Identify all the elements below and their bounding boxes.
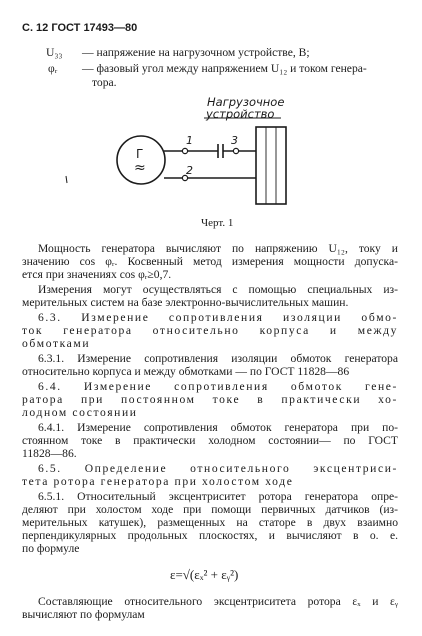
load-label-line1: Нагрузочное (207, 95, 285, 109)
p2-line1: Измерения могут осуществляться с помощью специальных из- (38, 283, 398, 296)
terminal-3-dot (233, 148, 238, 153)
terminal-1-dot (182, 148, 187, 153)
section-6-3-line2: ток генератора относительно корпуса и между (22, 324, 398, 337)
section-6-5-1-line4: перпендикулярных продольных плоскостях, и вычисляют в о. е. (22, 529, 398, 542)
def-symbol-phi: φᵣ (48, 62, 58, 75)
p2-line2: мерительных систем на базе электронно-вычислительных машин. (22, 296, 349, 309)
def-text-u33: — напряжение на нагрузочном устройстве, В; (82, 46, 310, 59)
def-text-phi-line2: тора. (92, 76, 117, 89)
terminal-2-label: 2 (186, 164, 193, 177)
section-6-4-1-line3: 11828—86. (22, 447, 77, 460)
section-6-4-line3: лодном состоянии (22, 406, 138, 419)
section-6-3-line3: обмотками (22, 337, 91, 350)
terminal-3-label: 3 (231, 134, 238, 147)
section-6-3-1-line2: относительно корпуса и между обмотками — по ГОСТ 11828—86 (22, 365, 350, 378)
p1-line2: значению cos φᵣ. Косвенный метод измерения мощности допуска- (22, 255, 398, 268)
section-6-5-line1: 6.5. Определение относительного эксцентриси- (38, 462, 398, 475)
stray-mark (66, 176, 67, 183)
p1-line3: ется при значениях cos φᵣ≥0,7. (22, 268, 172, 281)
section-6-5-1-line5: по формуле (22, 542, 80, 555)
def-symbol-u33: U₃₃ (46, 46, 63, 59)
generator-ac-symbol: ≈ (134, 160, 146, 176)
eccentricity-formula: ε=√(εₓ² + εᵧ²) (170, 567, 239, 582)
figure-caption: Черт. 1 (201, 217, 234, 229)
page-header: С. 12 ГОСТ 17493—80 (22, 22, 138, 34)
section-6-4-1-line1: 6.4.1. Измерение сопротивления обмоток генератора при по- (38, 421, 398, 434)
load-label-line2: устройство (206, 107, 275, 121)
load-device-box (256, 127, 286, 204)
terminal-1-label: 1 (186, 134, 193, 147)
section-6-3-1-line1: 6.3.1. Измерение сопротивления изоляции обмоток генератора (38, 352, 398, 365)
section-6-5-1-line3: мерительных катушек), размещенных на статоре в двух взаимно (22, 516, 398, 529)
last-para-line2: вычисляют по формулам (22, 608, 145, 621)
section-6-4-1-line2: стоянном токе в практически холодном состоянии— по ГОСТ (22, 434, 398, 447)
section-6-5-1-line1: 6.5.1. Относительный эксцентриситет ротора генератора опре- (38, 490, 398, 503)
section-6-4-line1: 6.4. Измерение сопротивления обмоток гене- (38, 380, 398, 393)
section-6-5-1-line2: деляют при холостом ходе при помощи первичных датчиков (из- (22, 503, 398, 516)
section-6-5-line2: тета ротора генератора при холостом ходе (22, 475, 294, 488)
last-para-line1: Составляющие относительного эксцентриситета ротора εₓ и εᵧ (38, 595, 398, 608)
section-6-4-line2: ратора при постоянном токе в практически хо- (22, 393, 398, 406)
generator-letter: Г (136, 147, 144, 161)
p1-line1: Мощность генератора вычисляют по напряжению U₁₂, току и (38, 242, 398, 255)
def-text-phi-line1: — фазовый угол между напряжением U₁₂ и током генера- (82, 62, 367, 75)
section-6-3-line1: 6.3. Измерение сопротивления изоляции обмо- (38, 311, 398, 324)
